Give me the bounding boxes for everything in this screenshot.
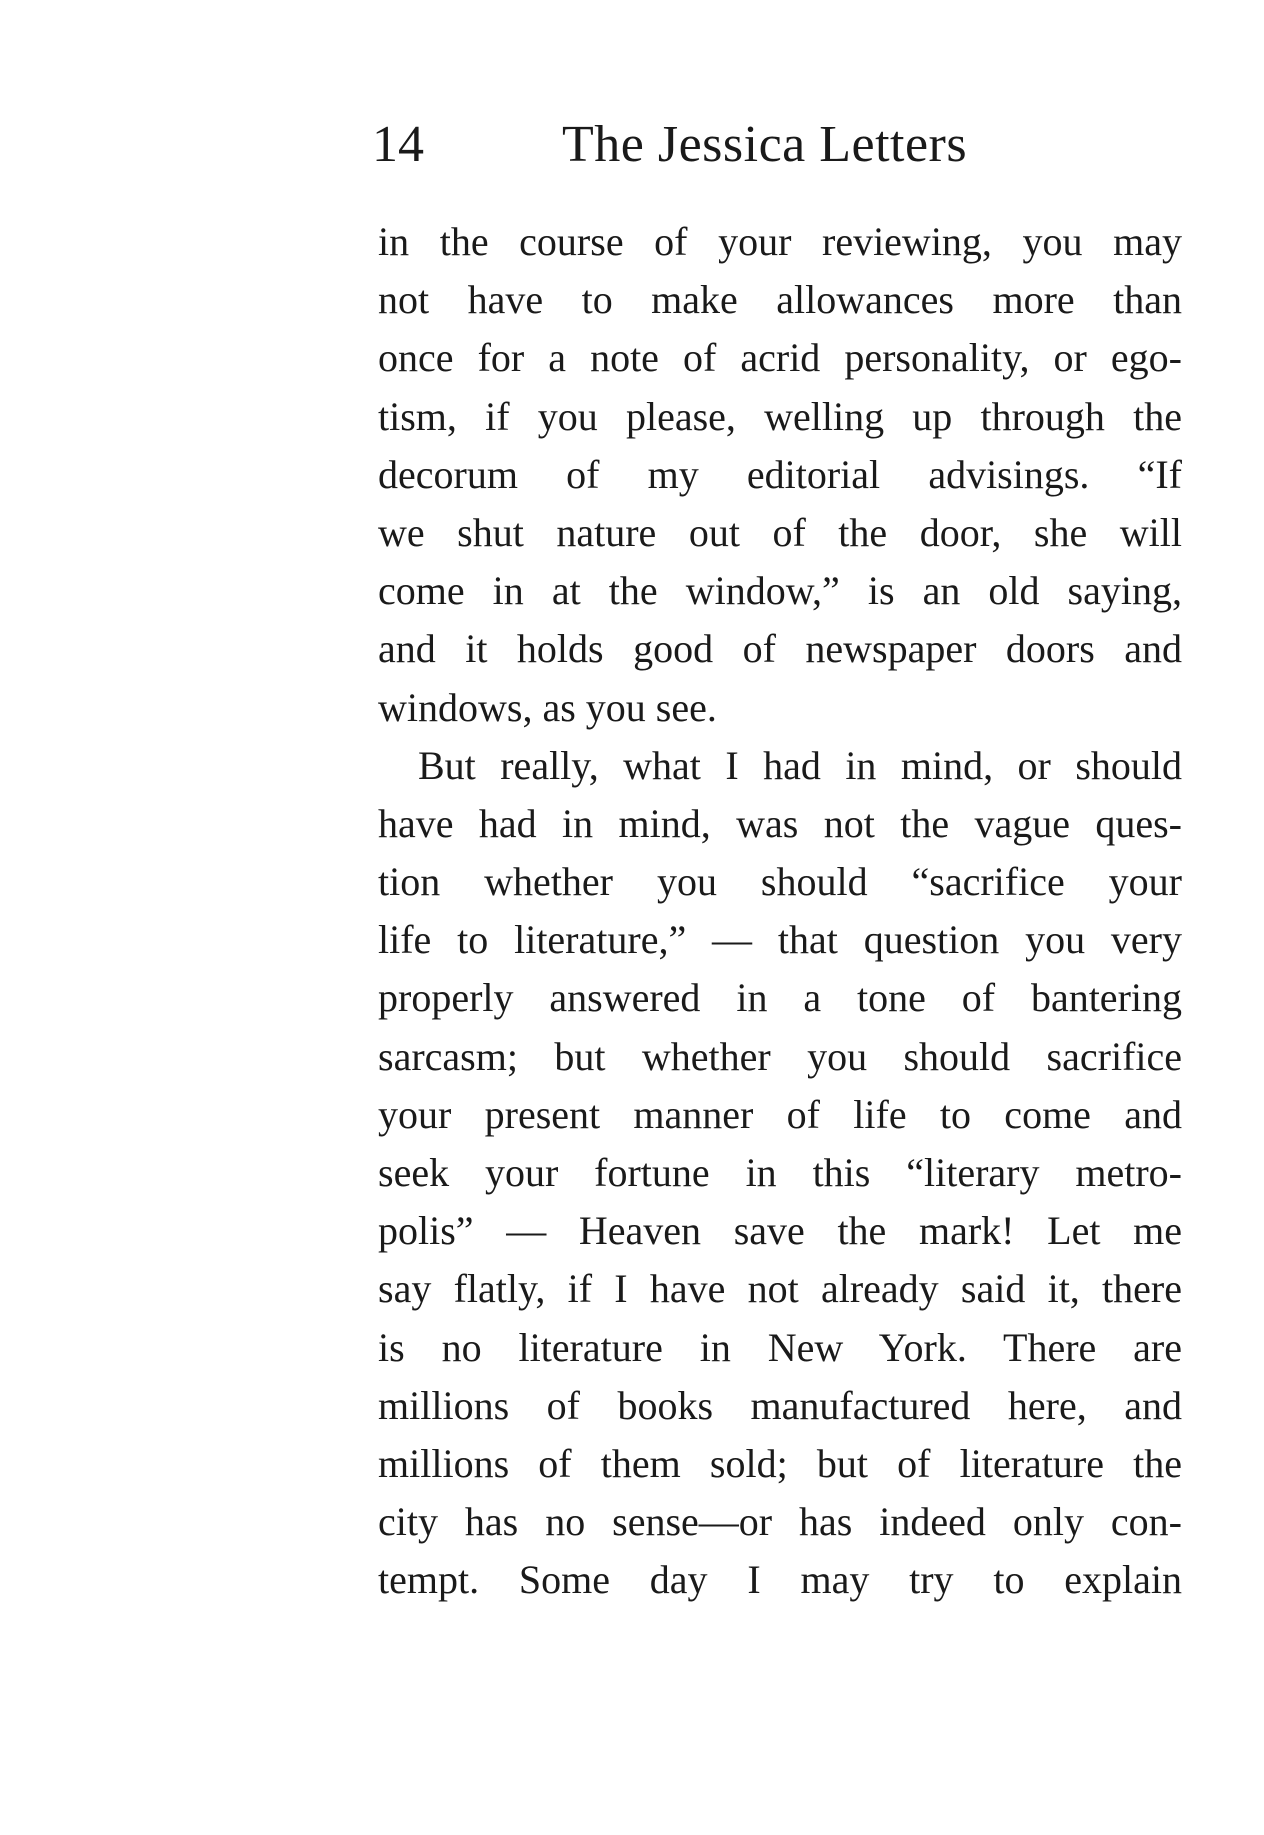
text-line: is no literature in New York. There are [378,1324,1182,1370]
paragraph-start-line: But really, what I had in mind, or should [418,742,1182,788]
text-line: say flatly, if I have not already said it, there [378,1266,1182,1312]
text-line: tion whether you should “sacrifice your [378,859,1182,905]
text-line: and it holds good of newspaper doors and [378,626,1182,672]
running-title: The Jessica Letters [562,116,968,173]
text-line: seek your fortune in this “literary metro- [378,1150,1182,1195]
text-line: have had in mind, was not the vague ques- [378,800,1182,846]
text-line: once for a note of acrid personality, or ego- [378,335,1182,381]
text-line: life to literature,” — that question you very [378,917,1182,963]
text-line: your present manner of life to come and [378,1091,1182,1137]
paragraph-end-line: windows, as you see. [378,684,717,730]
text-line: in the course of your reviewing, you may [378,219,1182,264]
text-line: city has no sense—or has indeed only con- [378,1499,1182,1545]
text-line: tism, if you please, welling up through the [378,393,1182,439]
text-line: we shut nature out of the door, she will [378,509,1182,555]
text-line: decorum of my editorial advisings. “If [378,451,1182,497]
text-line: tempt. Some day I may try to explain [378,1557,1182,1603]
text-line: properly answered in a tone of bantering [378,975,1182,1021]
text-line: not have to make allowances more than [378,277,1182,323]
text-line: millions of them sold; but of literature the [378,1440,1182,1486]
page-number: 14 [372,116,424,173]
text-line: polis” — Heaven save the mark! Let me [378,1208,1182,1254]
text-line: come in at the window,” is an old saying, [378,568,1182,614]
body-text [378,213,1182,1610]
running-head [372,110,1192,180]
text-line: millions of books manufactured here, and [378,1382,1182,1428]
text-line: sarcasm; but whether you should sacrifice [378,1033,1182,1079]
